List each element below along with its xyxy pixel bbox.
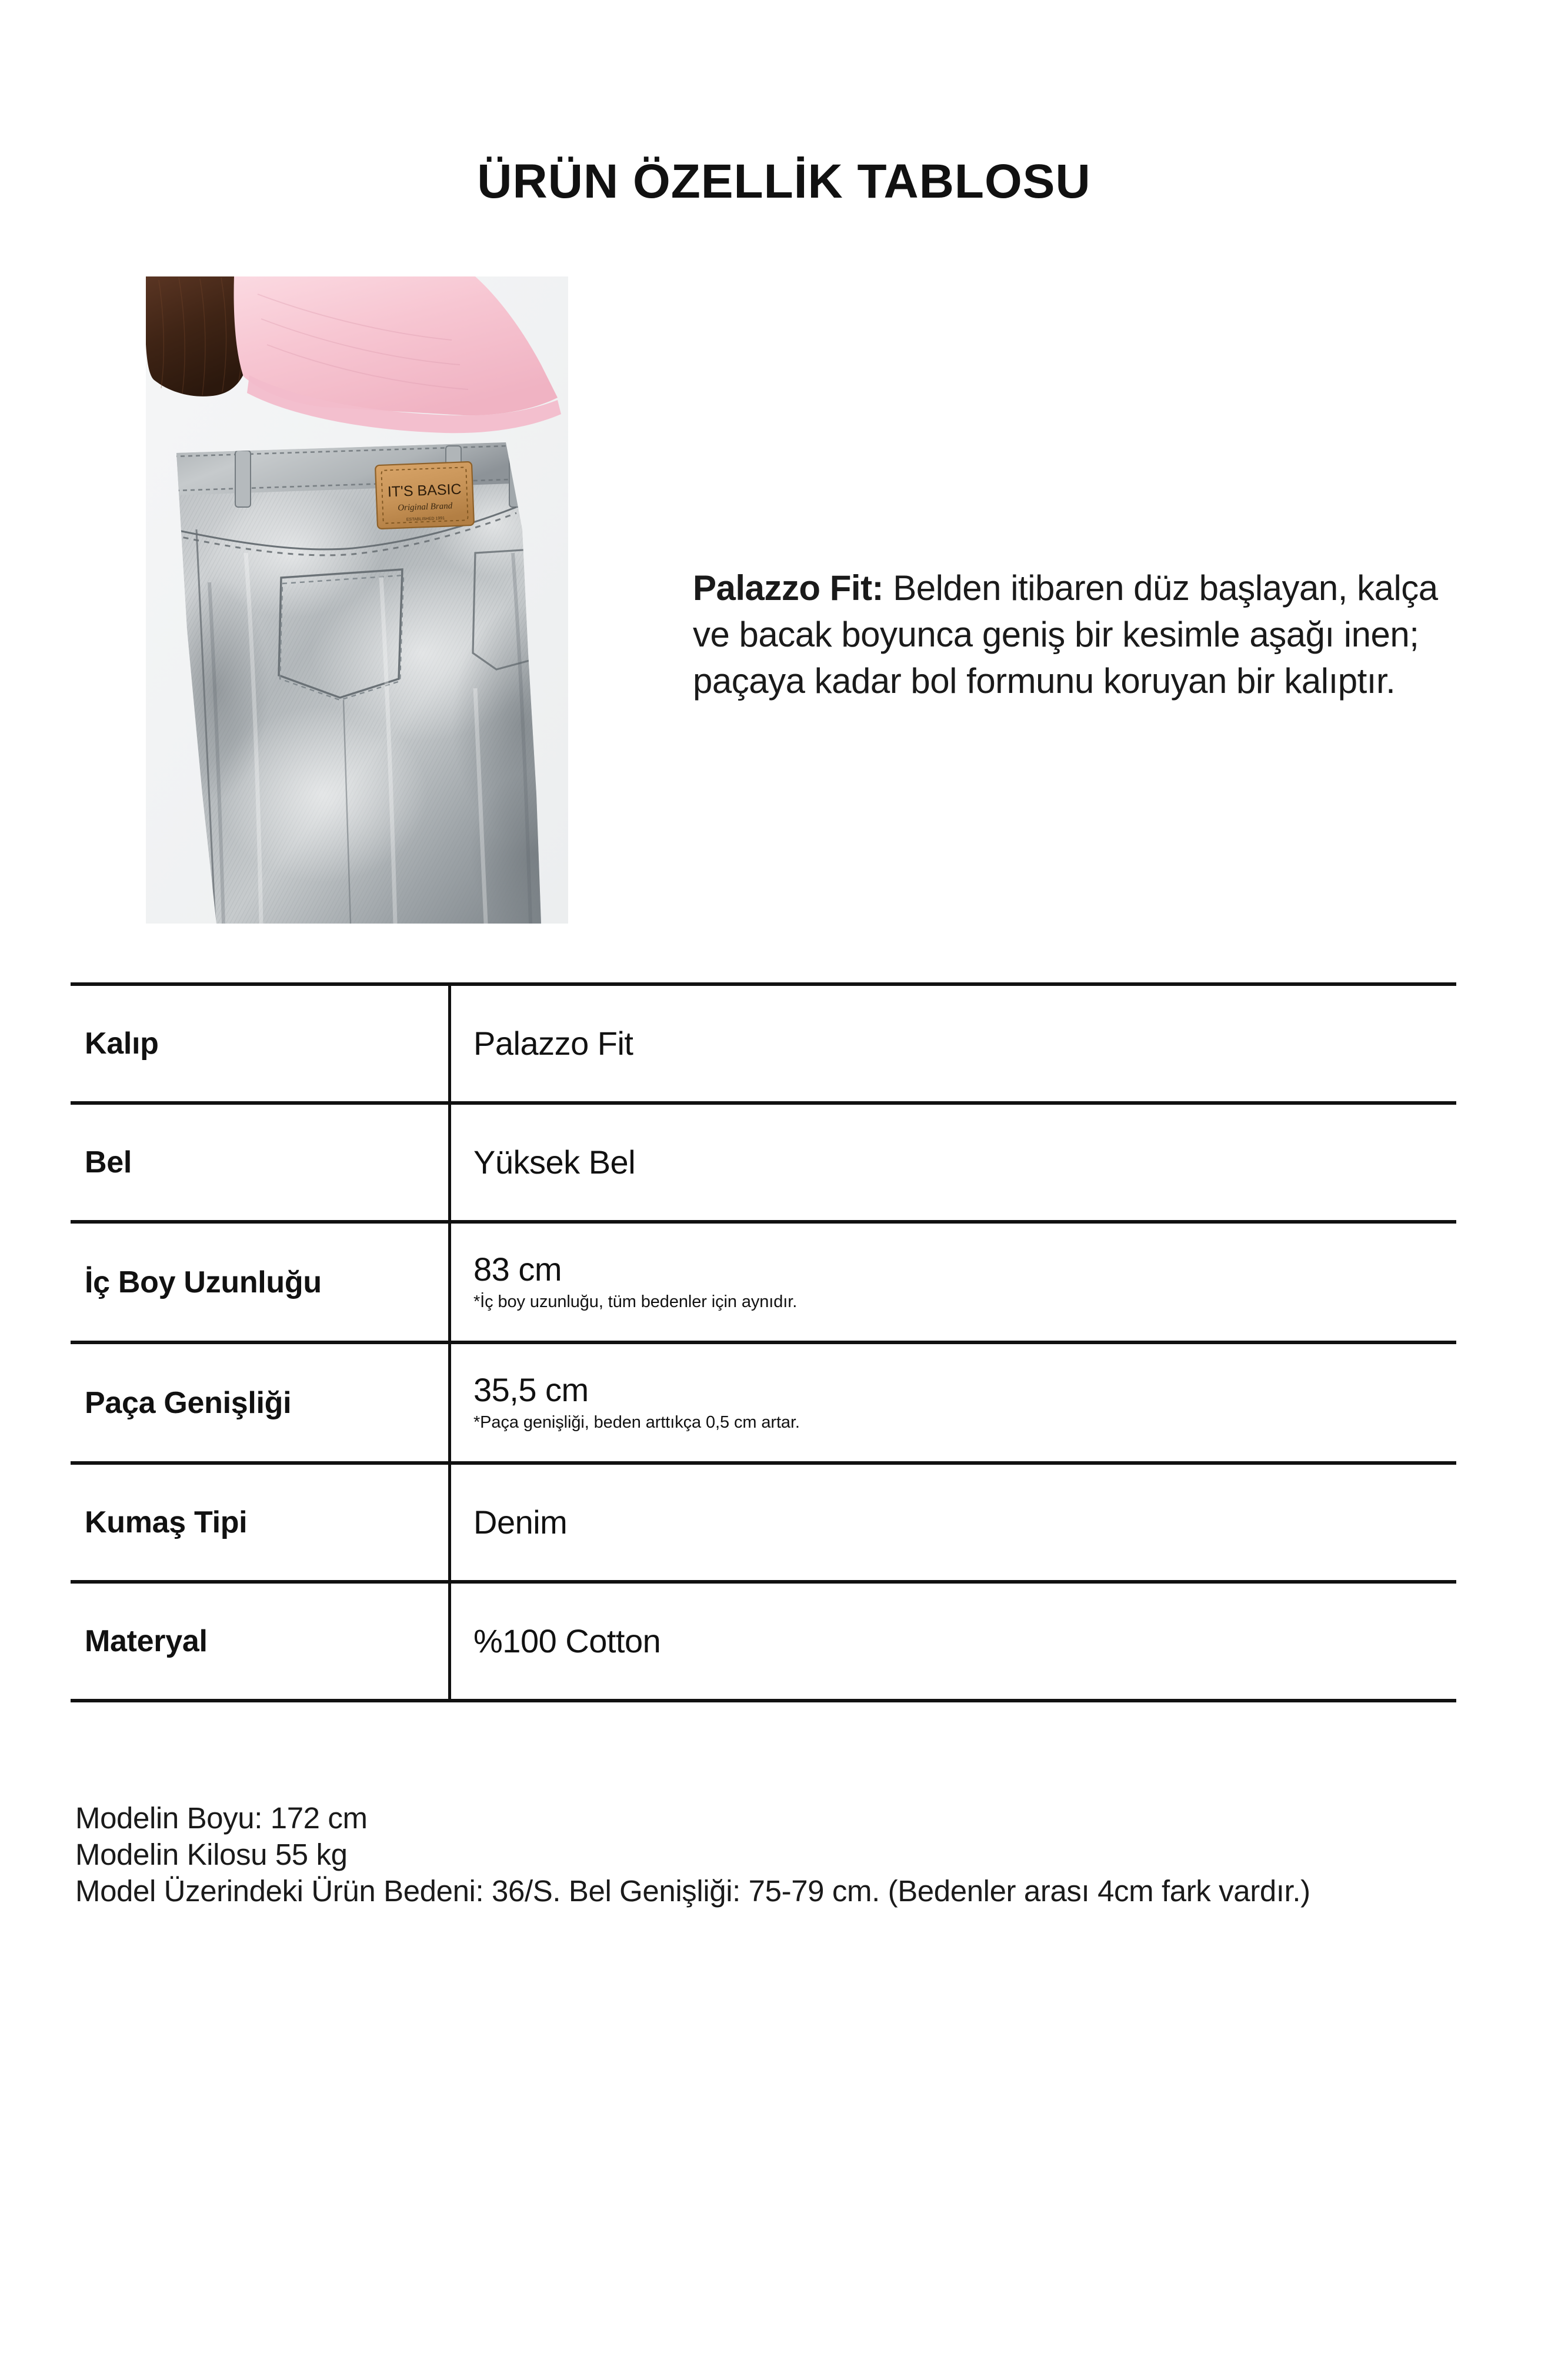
spec-value-main: Palazzo Fit <box>473 1024 633 1062</box>
table-row <box>71 1342 1456 1463</box>
page-title: ÜRÜN ÖZELLİK TABLOSU <box>477 155 1091 208</box>
product-photo-illustration <box>146 276 568 924</box>
product-photo <box>146 276 568 924</box>
spec-label: Materyal <box>71 1582 450 1701</box>
spec-value-main: 35,5 cm <box>473 1371 589 1408</box>
brand-patch-line2: Original Brand <box>398 501 453 513</box>
fit-description <box>693 565 1469 705</box>
table-row <box>71 1582 1456 1701</box>
spec-label: Paça Genişliği <box>71 1342 450 1463</box>
brand-patch-line1: IT'S BASIC <box>387 481 462 501</box>
spec-value-main: %100 Cotton <box>473 1622 661 1659</box>
spec-value <box>450 1463 1457 1582</box>
spec-value-main: Yüksek Bel <box>473 1143 636 1181</box>
spec-value <box>450 1582 1457 1701</box>
fit-description-text: Belden itibaren düz başlayan, kalça ve bacak boyunca geniş bir kesimle aşağı inen; paçaya kadar bol formunu koruyan bir kalıptır. <box>693 568 1438 701</box>
fit-description-lead: Palazzo Fit: <box>693 568 884 608</box>
model-height-line: Modelin Boyu: 172 cm <box>75 1801 368 1835</box>
table-row <box>71 1463 1456 1582</box>
table-row <box>71 1222 1456 1342</box>
spec-value <box>450 984 1457 1103</box>
brand-patch-microtext: ESTABLISHED 1991 <box>406 516 445 522</box>
model-info-footer <box>75 1800 1428 1910</box>
spec-value <box>450 1342 1457 1463</box>
spec-value-note: *İç boy uzunluğu, tüm bedenler için aynıdır. <box>473 1292 798 1311</box>
model-size-line: Model Üzerindeki Ürün Bedeni: 36/S. Bel Genişliği: 75-79 cm. (Bedenler arası 4cm fark vardır.) <box>75 1874 1310 1908</box>
spec-value-main: 83 cm <box>473 1250 562 1288</box>
spec-label: Kalıp <box>71 984 450 1103</box>
model-weight-line: Modelin Kilosu 55 kg <box>75 1838 348 1872</box>
spec-value <box>450 1222 1457 1342</box>
jeans-body <box>146 418 568 924</box>
spec-label: Bel <box>71 1103 450 1222</box>
table-row <box>71 984 1456 1103</box>
spec-value-note: *Paça genişliği, beden arttıkça 0,5 cm artar. <box>473 1412 800 1432</box>
spec-value-main: Denim <box>473 1503 568 1541</box>
brand-patch <box>375 462 474 529</box>
spec-value <box>450 1103 1457 1222</box>
spec-label: Kumaş Tipi <box>71 1463 450 1582</box>
table-row <box>71 1103 1456 1222</box>
product-spec-table <box>71 982 1456 1702</box>
spec-label: İç Boy Uzunluğu <box>71 1222 450 1342</box>
